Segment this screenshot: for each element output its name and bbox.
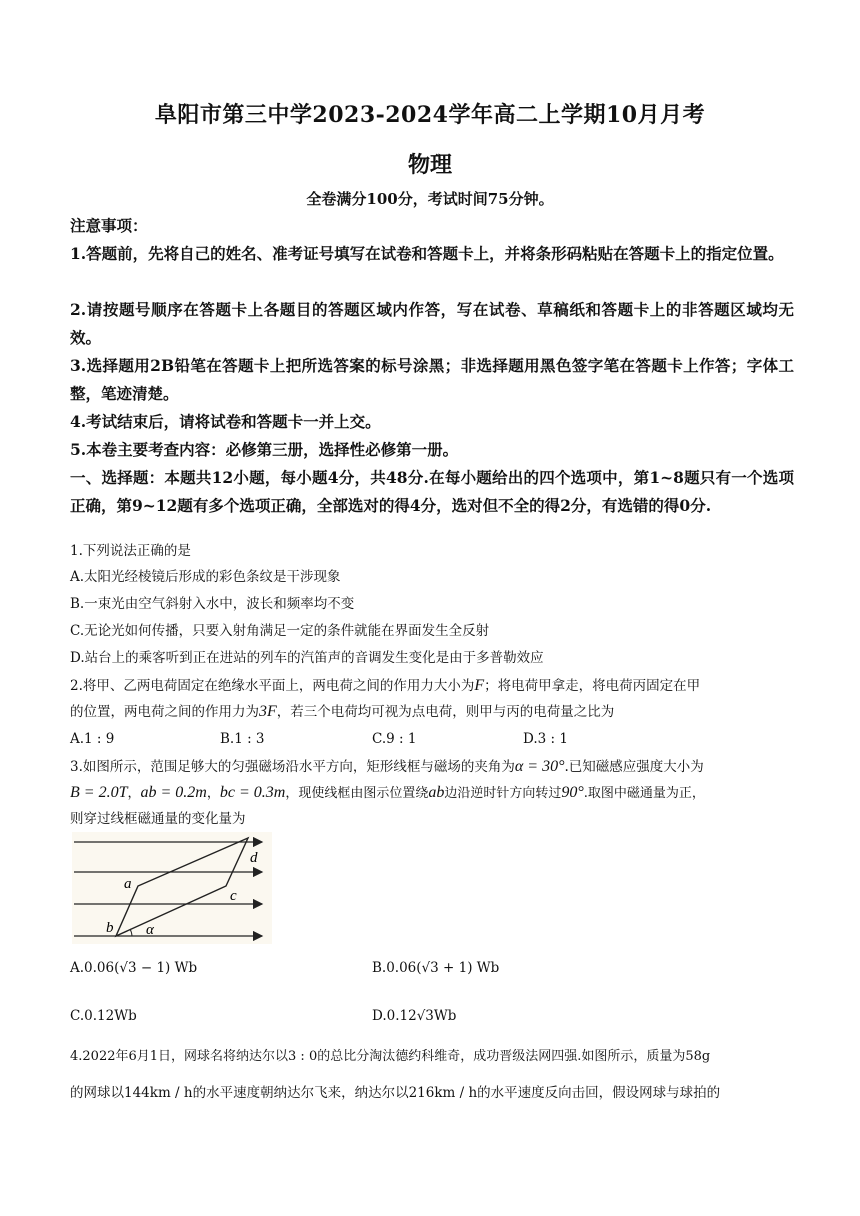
exam-title: 阜阳市第三中学2023-2024学年高二上学期10月月考 xyxy=(154,102,706,128)
subject-title: 物理 xyxy=(407,152,452,178)
q2-line-2 xyxy=(70,699,794,725)
magnetic-field-figure xyxy=(72,832,272,944)
full-mark-note: 全卷满分100分，考试时间75分钟。 xyxy=(306,190,554,208)
notes-heading: 注意事项： xyxy=(70,216,148,235)
label-a: a xyxy=(124,876,132,892)
q1-option-b: B.一束光由空气斜射入水中，波长和频率均不变 xyxy=(70,596,355,612)
q2-force-f: F xyxy=(474,677,485,694)
q3-option-a: A.0.06(√3 − 1) Wb xyxy=(70,960,198,976)
q1-option-c: C.无论光如何传播，只要入射角满足一定的条件就能在界面发生全反射 xyxy=(70,623,490,639)
q3-text: .已知磁感应强度大小为 xyxy=(564,759,704,775)
q1-option-d: D.站台上的乘客听到正在进站的列车的汽笛声的音调发生变化是由于多普勒效应 xyxy=(70,650,544,666)
q3-bc: bc = 0.3m xyxy=(219,784,286,801)
note-1: 1.答题前，先将自己的姓名、准考证号填写在试卷和答题卡上，并将条形码粘贴在答题卡上的指定位置。 xyxy=(70,244,784,263)
q2-option-c: C.9 : 1 xyxy=(372,731,417,747)
q3-text: 边沿逆时针方向转过 xyxy=(444,786,562,801)
q3-text: .取图中磁通量为正， xyxy=(583,786,705,801)
q3-deg: 90° xyxy=(561,784,584,801)
q3-option-d: D.0.12√3Wb xyxy=(372,1008,457,1024)
q2-text: 的位置，两电荷之间的作用力为 xyxy=(70,704,259,720)
q3-b-field: B = 2.0T xyxy=(70,784,128,801)
q2-line-1 xyxy=(70,673,794,699)
label-d: d xyxy=(250,850,258,866)
note-3: 3.选择题用2B铅笔在答题卡上把所选答案的标号涂黑；非选择题用黑色签字笔在答题卡上作答；字体工整，笔迹清楚。 xyxy=(70,356,794,403)
note-2: 2.请按题号顺序在答题卡上各题目的答题区域内作答，写在试卷、草稿纸和答题卡上的非答题区域均无效。 xyxy=(70,300,794,347)
note-4: 4.考试结束后，请将试卷和答题卡一并上交。 xyxy=(70,412,381,431)
label-b: b xyxy=(106,920,114,936)
q3-alpha: α = 30° xyxy=(514,758,565,775)
q3-line-2 xyxy=(70,780,794,807)
q1-option-a: A.太阳光经棱镜后形成的彩色条纹是干涉现象 xyxy=(70,569,341,585)
label-alpha: α xyxy=(146,922,154,938)
q3-ab-axis: ab xyxy=(428,784,445,801)
q2-option-d: D.3 : 1 xyxy=(523,731,568,747)
q4-line-1: 4.2022年6月1日，网球名将纳达尔以3 : 0的总比分淘汰德约科维奇，成功晋级法网四强.如图所示，质量为58g xyxy=(70,1049,711,1064)
rectangular-coil xyxy=(116,838,248,936)
q3-text: 3.如图所示，范围足够大的匀强磁场沿水平方向，矩形线框与磁场的夹角为 xyxy=(70,759,515,775)
q3-line-1 xyxy=(70,754,794,780)
field-diagram xyxy=(72,832,272,944)
q3-text: ， xyxy=(206,786,220,801)
q1-stem: 1.下列说法正确的是 xyxy=(70,543,191,559)
q2-option-a: A.1 : 9 xyxy=(70,731,115,747)
note-5: 5.本卷主要考查内容：必修第三册，选择性必修第一册。 xyxy=(70,440,459,459)
q3-option-b: B.0.06(√3 + 1) Wb xyxy=(372,960,500,976)
q3-option-c: C.0.12Wb xyxy=(70,1008,137,1024)
q4-line-2: 的网球以144km / h的水平速度朝纳达尔飞来，纳达尔以216km / h的水平速度反向击回，假设网球与球拍的 xyxy=(70,1085,721,1101)
q3-text: ， xyxy=(127,786,141,801)
q2-text: ，若三个电荷均可视为点电荷，则甲与丙的电荷量之比为 xyxy=(276,704,615,720)
q2-text: ；将电荷甲拿走，将电荷丙固定在甲 xyxy=(484,678,701,694)
q2-text: 2.将甲、乙两电荷固定在绝缘水平面上，两电荷之间的作用力大小为 xyxy=(70,678,475,694)
q3-ab: ab = 0.2m xyxy=(140,784,207,801)
q2-option-b: B.1 : 3 xyxy=(220,731,265,747)
q2-force-3f: 3F xyxy=(259,703,277,720)
q3-text: ，现使线框由图示位置绕 xyxy=(285,786,429,801)
angle-arc xyxy=(130,929,132,936)
q3-line-3: 则穿过线框磁通量的变化量为 xyxy=(70,811,246,827)
label-c: c xyxy=(230,888,237,904)
section-heading: 一、选择题：本题共12小题，每小题4分，共48分.在每小题给出的四个选项中，第1~8题只有一个选项正确，第9~12题有多个选项正确，全部选对的得4分，选对但不全的得2分，有选错的得0分. xyxy=(70,468,794,515)
